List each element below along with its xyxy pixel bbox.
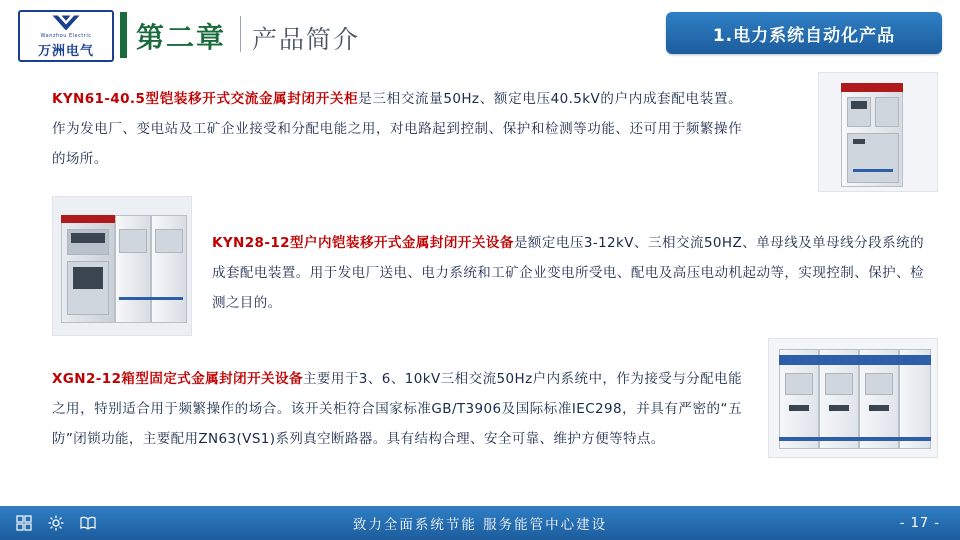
paragraph-kyn61-highlight: KYN61-40.5型铠装移开式交流金属封闭开关柜	[52, 91, 359, 107]
section-badge	[666, 12, 942, 54]
paragraph-kyn61	[52, 84, 742, 174]
chapter-subtitle: 产品简介	[252, 25, 361, 54]
book-icon[interactable]	[80, 515, 96, 531]
grid-icon[interactable]	[16, 515, 32, 531]
page-number: - 17 -	[899, 515, 940, 531]
chapter-divider	[240, 16, 241, 52]
paragraph-xgn2	[52, 364, 742, 454]
paragraph-xgn2-text: 主要用于3、6、10kV三相交流50Hz户内系统中，作为接受与分配电能之用，特别适合用于频繁操作的场合。该开关柜符合国家标准GB/T3906及国际标准IEC298，并具有严密的“五防”闭锁功能，主要配用ZN63(VS1)系列真空断路器。具有结构合理、安全可靠、维护方便等特点。	[52, 371, 742, 447]
footer-icon-group	[16, 515, 96, 531]
paragraph-kyn28-highlight: KYN28-12型户内铠装移开式金属封闭开关设备	[212, 235, 514, 251]
footer-slogan: 致力全面系统节能 服务能管中心建设	[352, 517, 608, 533]
paragraph-kyn61-text: 是三相交流量50Hz、额定电压40.5kV的户内成套配电装置。作为发电厂、变电站及工矿企业接受和分配电能之用，对电路起到控制、保护和检测等功能、还可用于频繁操作的场所。	[52, 91, 742, 167]
section-badge-label: 1.电力系统自动化产品	[712, 25, 896, 46]
kyn61-cabinet-photo	[818, 72, 938, 192]
chapter-title: 第二章	[136, 21, 227, 54]
logo-brand-cn: 万洲电气	[37, 43, 94, 59]
paragraph-xgn2-highlight: XGN2-12箱型固定式金属封闭开关设备	[52, 371, 303, 387]
kyn28-cabinet-photo	[52, 196, 192, 336]
paragraph-kyn28-text: 是额定电压3-12kV、三相交流50HZ、单母线及单母线分段系统的成套配电装置。用于发电厂送电、电力系统和工矿企业变电所受电、配电及高压电动机起动等，实现控制、保护、检测之目的。	[212, 235, 925, 311]
logo-mark-icon	[51, 14, 81, 32]
gear-icon[interactable]	[48, 515, 64, 531]
logo-brand-en: Wanzhou Electric	[40, 32, 92, 39]
chapter-accent-bar	[120, 12, 127, 58]
company-logo	[18, 10, 114, 62]
xgn2-cabinet-photo	[768, 338, 938, 458]
paragraph-kyn28	[212, 228, 924, 318]
footer-bar	[0, 506, 960, 540]
